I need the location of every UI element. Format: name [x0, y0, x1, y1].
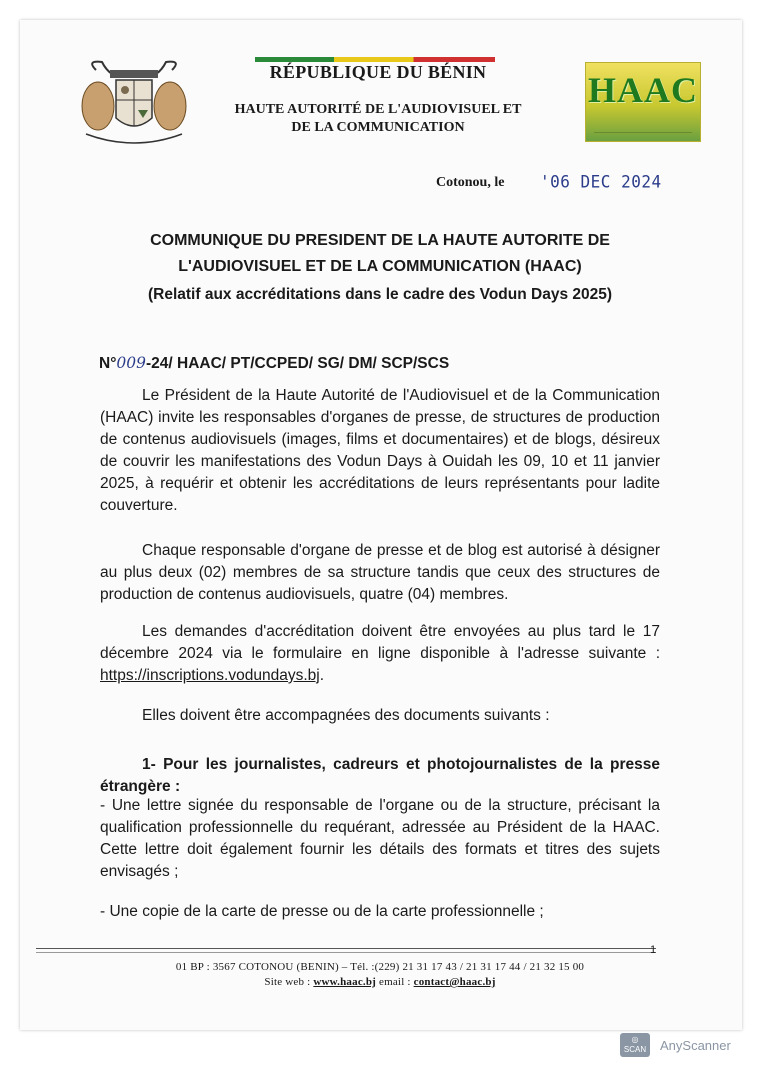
paragraph-documents: Elles doivent être accompagnées des documents suivants :: [142, 707, 550, 724]
footer-web-email: Site web : www.haac.bj email : contact@haac.bj: [264, 976, 496, 988]
authority-name: [200, 101, 556, 137]
communique-title: [110, 228, 650, 280]
reference-suffix: -24/ HAAC/ PT/CCPED/ SG/ DM/ SCP/SCS: [146, 355, 450, 372]
paragraph-invitation: Le Président de la Haute Autorité de l'Audiovisuel et de la Communication (HAAC) invite les responsables d'organes de presse, de structures de production de contenus audiovisuels (images, films et documentaires) et de blogs, désireux de couvrir les manifestations des Vodun Days à Ouidah les 09, 10 et 11 janvier 2025, à requérir et obtenir les accréditations de leurs représentants pour ladite couverture.: [100, 387, 660, 514]
reference-handwritten-number: 009: [116, 354, 146, 372]
coat-of-arms-icon: [76, 56, 192, 152]
date-stamp: '06 DEC 2024: [540, 171, 662, 192]
registration-link[interactable]: https://inscriptions.vodundays.bj: [100, 667, 320, 684]
dateline-place: Cotonou, le: [436, 175, 505, 190]
haac-logo: [585, 62, 701, 142]
section-heading-foreign-press: 1- Pour les journalistes, cadreurs et photojournalistes de la presse étrangère :: [100, 755, 660, 795]
communique-subtitle: (Relatif aux accréditations dans le cadre des Vodun Days 2025): [147, 286, 613, 303]
authority-line-1: HAUTE AUTORITÉ DE L'AUDIOVISUEL ET: [234, 102, 522, 117]
footer-divider: [36, 948, 656, 949]
scanner-watermark: AnyScanner: [660, 1038, 731, 1053]
authority-line-2: DE LA COMMUNICATION: [291, 120, 465, 135]
scanner-badge-icon: ◎ SCAN: [620, 1033, 650, 1057]
haac-logo-text: HAAC: [588, 70, 698, 110]
republic-title: RÉPUBLIQUE DU BÉNIN: [269, 62, 487, 82]
list-item-letter: - Une lettre signée du responsable de l'organe ou de la structure, précisant la qualification professionnelle du requérant, adressée au Président de la HAAC. Cette lettre doit également fournir les détails des formats et titres des sujets envisagés ;: [100, 797, 660, 880]
page-number: 1: [650, 944, 657, 956]
footer-divider-2: [36, 952, 656, 953]
reference-prefix: N°: [99, 355, 117, 372]
paragraph-deadline: Les demandes d'accréditation doivent être envoyées au plus tard le 17 décembre 2024 via le formulaire en ligne disponible à l'adresse suivante : https://inscriptions.vodundays.bj.: [100, 623, 660, 684]
footer-website-link[interactable]: www.haac.bj: [313, 976, 377, 988]
footer-email-link[interactable]: contact@haac.bj: [413, 976, 496, 988]
reference-number: [99, 354, 449, 373]
paragraph-members: Chaque responsable d'organe de presse et de blog est autorisé à désigner au plus deux (02) membres de sa structure tandis que ceux des structures de production de contenus audiovisuels, quatre (04) membres.: [100, 542, 660, 603]
footer-address: 01 BP : 3567 COTONOU (BENIN) – Tél. :(229) 21 31 17 43 / 21 31 17 44 / 21 32 15 00: [175, 961, 585, 973]
title-line-2: L'AUDIOVISUEL ET DE LA COMMUNICATION (HAAC): [178, 258, 582, 275]
footer-contact: [100, 960, 660, 990]
list-item-press-card: - Une copie de la carte de presse ou de la carte professionnelle ;: [100, 903, 544, 920]
title-line-1: COMMUNIQUE DU PRESIDENT DE LA HAUTE AUTORITE DE: [150, 232, 610, 249]
